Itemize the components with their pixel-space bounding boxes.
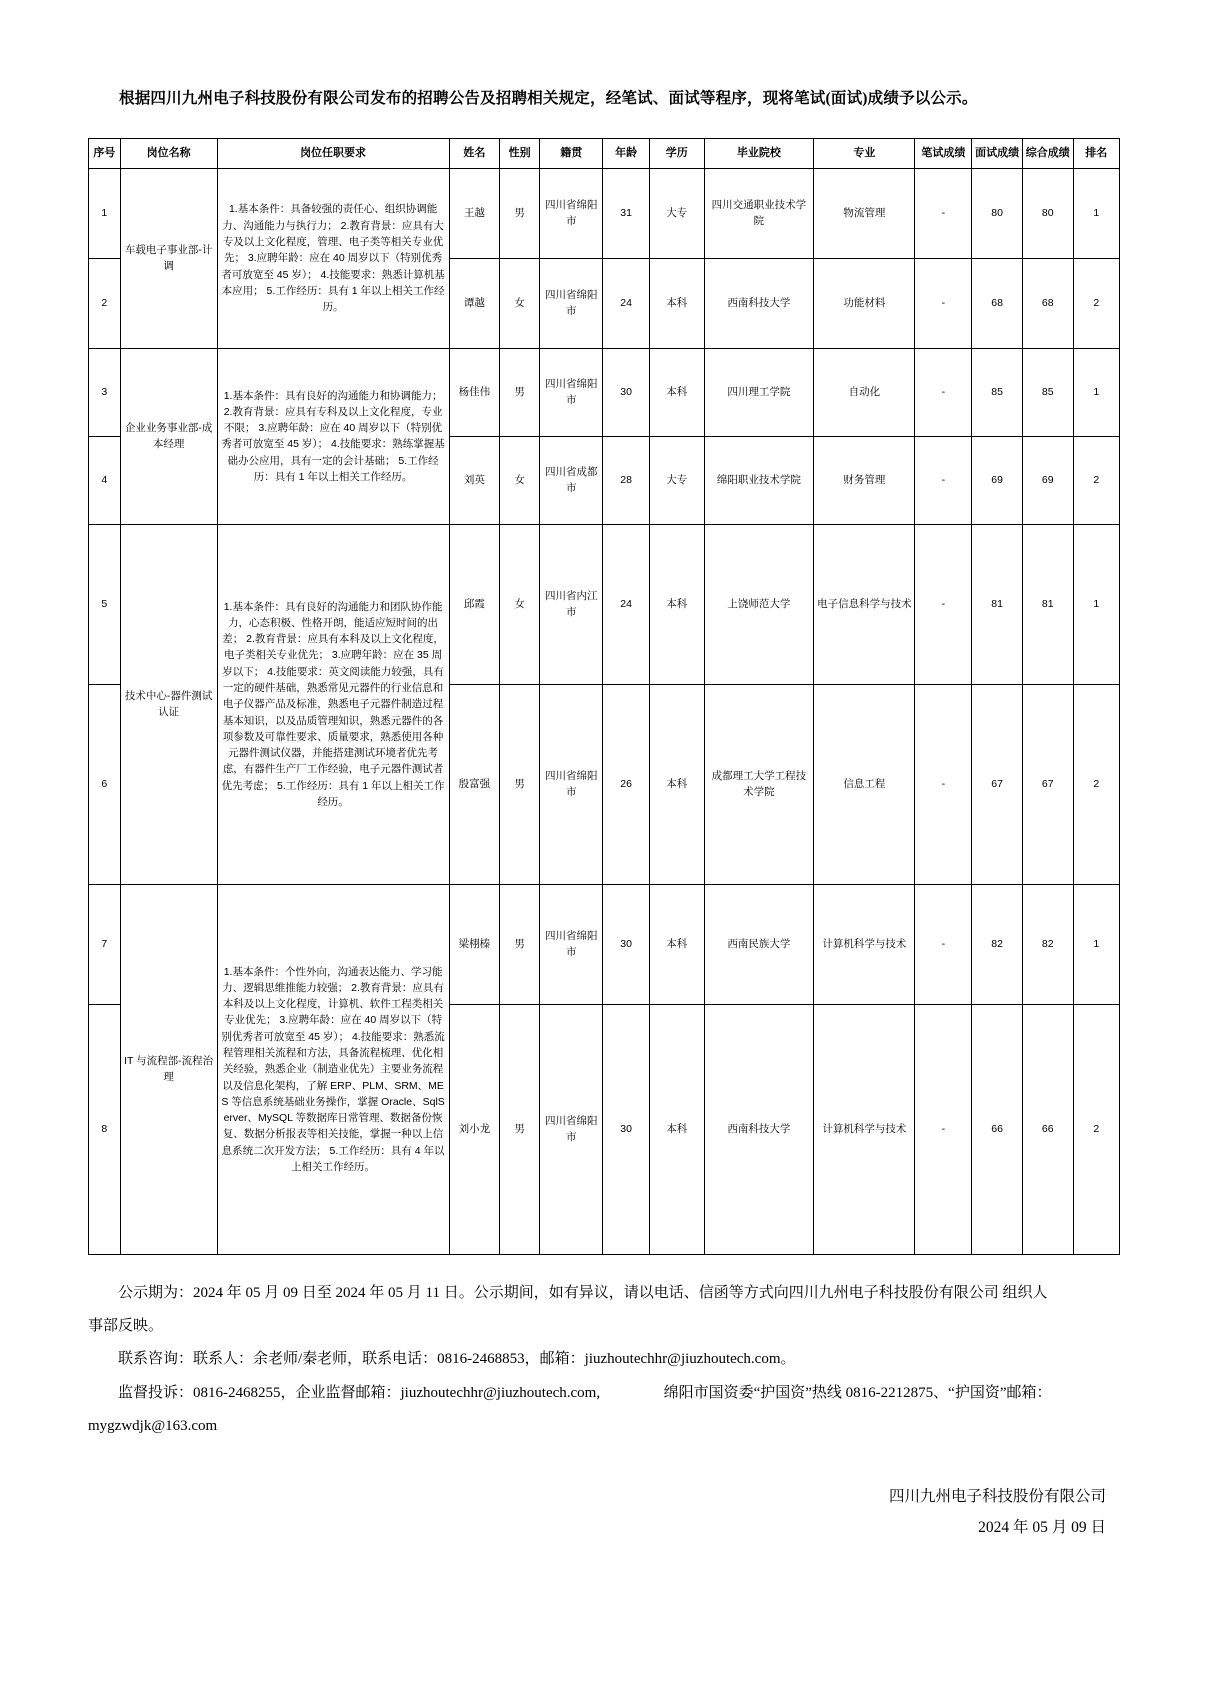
cell-edu: 大专	[649, 436, 704, 524]
cell-interview: 66	[972, 1004, 1023, 1254]
cell-dept: 车载电子事业部-计调	[120, 168, 217, 348]
cell-written: -	[915, 258, 972, 348]
cell-interview: 81	[972, 524, 1023, 684]
th-sex: 性别	[500, 138, 540, 168]
note-email: mygzwdjk@163.com	[88, 1417, 218, 1434]
cell-sex: 男	[500, 168, 540, 258]
cell-native: 四川省绵阳市	[540, 1004, 603, 1254]
cell-requirement: 1.基本条件：个性外向，沟通表达能力、学习能力、逻辑思维推能力较强； 2.教育背景：应具有本科及以上文化程度，计算机、软件工程类相关专业优先； 3.应聘年龄：应在 40 周岁以下（特别优秀者可放宽至 45 岁）； 4.技能要求：熟悉流程管理相关流程和方法，具备流程梳理、优化相关经验，熟悉企业（制造业优先）主要业务流程以及信息化架构，了解 ERP、PLM、SRM、MES 等信息系统基础业务操作，掌握 Oracle、SqlServer、MySQL 等数据库日常管理、数据备份恢复、数据分析报表等相关技能，掌握一种以上信息系统二次开发方法； 5.工作经历：具有 4 年以上相关工作经历。	[217, 884, 449, 1254]
th-no: 序号	[89, 138, 121, 168]
cell-written: -	[915, 684, 972, 884]
cell-requirement: 1.基本条件：具有良好的沟通能力和团队协作能力，心态积极、性格开朗，能适应短时间的出差； 2.教育背景：应具有本科及以上文化程度，电子类相关专业优先； 3.应聘年龄：应在 35 周岁以下； 4.技能要求：英文阅读能力较强，具有一定的硬件基础，熟悉常见元器件的行业信息和电子仪器产品及标准，熟悉电子元器件制造过程基本知识，以及品质管理知识，熟悉元器件的各项参数及可靠性要求、质量要求，熟悉使用各种元器件测试仪器，并能搭建测试环境者优先考虑，有器件生产厂工作经验，电子元器件测试者优先考虑； 5.工作经历：具有 1 年以上相关工作经历。	[217, 524, 449, 884]
th-total-score: 综合成绩	[1022, 138, 1073, 168]
cell-native: 四川省绵阳市	[540, 348, 603, 436]
cell-rank: 2	[1073, 684, 1119, 884]
cell-native: 四川省绵阳市	[540, 168, 603, 258]
th-requirement: 岗位任职要求	[217, 138, 449, 168]
cell-total: 69	[1022, 436, 1073, 524]
cell-age: 30	[603, 1004, 649, 1254]
th-dept: 岗位名称	[120, 138, 217, 168]
cell-native: 四川省绵阳市	[540, 684, 603, 884]
note-publicity-period: 公示期为：2024 年 05 月 09 日至 2024 年 05 月 11 日。公示期间，如有异议，请以电话、信函等方式向四川九州电子科技股份有限公司 组织人	[118, 1284, 1048, 1301]
cell-age: 28	[603, 436, 649, 524]
cell-total: 80	[1022, 168, 1073, 258]
cell-sex: 男	[500, 684, 540, 884]
signature-date: 2024 年 05 月 09 日	[978, 1519, 1106, 1537]
table-row	[89, 884, 1120, 1004]
cell-rank: 2	[1073, 258, 1119, 348]
cell-interview: 80	[972, 168, 1023, 258]
cell-native: 四川省成都市	[540, 436, 603, 524]
th-name: 姓名	[449, 138, 500, 168]
cell-dept: IT 与流程部-流程治理	[120, 884, 217, 1254]
cell-name: 刘小龙	[449, 1004, 500, 1254]
cell-major: 电子信息科学与技术	[814, 524, 915, 684]
intro-paragraph: 根据四川九州电子科技股份有限公司发布的招聘公告及招聘相关规定，经笔试、面试等程序，现将笔试(面试)成绩予以公示。	[119, 89, 978, 107]
cell-name: 杨佳伟	[449, 348, 500, 436]
cell-school: 上饶师范大学	[704, 524, 814, 684]
cell-written: -	[915, 348, 972, 436]
cell-age: 30	[603, 884, 649, 1004]
th-school: 毕业院校	[704, 138, 814, 168]
table-header-row	[89, 138, 1120, 168]
note-supervision-right: 绵阳市国资委“护国资”热线 0816-2212875、“护国资”邮箱：	[663, 1384, 1052, 1401]
cell-school: 成都理工大学工程技术学院	[704, 684, 814, 884]
th-written-score: 笔试成绩	[915, 138, 972, 168]
cell-no: 1	[89, 168, 121, 258]
signature-company: 四川九州电子科技股份有限公司	[888, 1488, 1106, 1506]
cell-rank: 2	[1073, 436, 1119, 524]
cell-no: 8	[89, 1004, 121, 1254]
results-table	[88, 138, 1120, 1255]
cell-interview: 69	[972, 436, 1023, 524]
cell-no: 2	[89, 258, 121, 348]
cell-name: 梁栩榛	[449, 884, 500, 1004]
th-native: 籍贯	[540, 138, 603, 168]
cell-rank: 1	[1073, 348, 1119, 436]
table-row	[89, 168, 1120, 258]
cell-total: 68	[1022, 258, 1073, 348]
notes-section	[88, 1279, 1120, 1441]
cell-name: 王越	[449, 168, 500, 258]
cell-no: 3	[89, 348, 121, 436]
cell-school: 西南科技大学	[704, 258, 814, 348]
cell-age: 31	[603, 168, 649, 258]
cell-major: 功能材料	[814, 258, 915, 348]
cell-school: 绵阳职业技术学院	[704, 436, 814, 524]
cell-major: 财务管理	[814, 436, 915, 524]
cell-edu: 大专	[649, 168, 704, 258]
cell-native: 四川省绵阳市	[540, 884, 603, 1004]
cell-no: 7	[89, 884, 121, 1004]
signature-block	[88, 1481, 1120, 1543]
cell-sex: 女	[500, 436, 540, 524]
th-rank: 排名	[1073, 138, 1119, 168]
note-contact: 联系咨询：联系人：余老师/秦老师，联系电话：0816-2468853，邮箱：jiuzhoutechhr@jiuzhoutech.com。	[118, 1351, 796, 1368]
cell-major: 信息工程	[814, 684, 915, 884]
cell-rank: 1	[1073, 884, 1119, 1004]
cell-total: 82	[1022, 884, 1073, 1004]
th-age: 年龄	[603, 138, 649, 168]
table-row	[89, 348, 1120, 436]
table-row	[89, 524, 1120, 684]
note-supervision-left: 监督投诉：0816-2468255，企业监督邮箱：jiuzhoutechhr@jiuzhoutech.com,	[118, 1384, 601, 1401]
th-edu: 学历	[649, 138, 704, 168]
cell-interview: 67	[972, 684, 1023, 884]
cell-school: 四川理工学院	[704, 348, 814, 436]
cell-interview: 85	[972, 348, 1023, 436]
cell-interview: 82	[972, 884, 1023, 1004]
cell-rank: 1	[1073, 168, 1119, 258]
th-major: 专业	[814, 138, 915, 168]
cell-dept: 企业业务事业部-成本经理	[120, 348, 217, 524]
cell-rank: 2	[1073, 1004, 1119, 1254]
cell-requirement: 1.基本条件：具备较强的责任心、组织协调能力、沟通能力与执行力； 2.教育背景：应具有大专及以上文化程度，管理、电子类等相关专业优先； 3.应聘年龄：应在 40 周岁以下（特别优秀者可放宽至 45 岁）； 4.技能要求：熟悉计算机基本应用； 5.工作经历：具有 1 年以上相关工作经历。	[217, 168, 449, 348]
cell-edu: 本科	[649, 884, 704, 1004]
cell-major: 计算机科学与技术	[814, 884, 915, 1004]
cell-written: -	[915, 436, 972, 524]
cell-name: 谭越	[449, 258, 500, 348]
cell-major: 物流管理	[814, 168, 915, 258]
cell-name: 殷富强	[449, 684, 500, 884]
cell-school: 西南科技大学	[704, 1004, 814, 1254]
cell-total: 66	[1022, 1004, 1073, 1254]
cell-age: 24	[603, 524, 649, 684]
cell-sex: 男	[500, 1004, 540, 1254]
cell-school: 西南民族大学	[704, 884, 814, 1004]
cell-edu: 本科	[649, 1004, 704, 1254]
cell-no: 4	[89, 436, 121, 524]
cell-age: 30	[603, 348, 649, 436]
cell-sex: 女	[500, 258, 540, 348]
note-publicity-period-cont: 事部反映。	[88, 1318, 164, 1335]
cell-sex: 男	[500, 348, 540, 436]
cell-requirement: 1.基本条件：具有良好的沟通能力和协调能力； 2.教育背景：应具有专科及以上文化程度，专业不限； 3.应聘年龄：应在 40 周岁以下（特别优秀者可放宽至 45 岁）； 4.技能要求：熟练掌握基础办公应用，具有一定的会计基础； 5.工作经历：具有 1 年以上相关工作经历。	[217, 348, 449, 524]
cell-written: -	[915, 884, 972, 1004]
cell-native: 四川省绵阳市	[540, 258, 603, 348]
cell-age: 26	[603, 684, 649, 884]
cell-school: 四川交通职业技术学院	[704, 168, 814, 258]
cell-name: 邱霞	[449, 524, 500, 684]
th-interview-score: 面试成绩	[972, 138, 1023, 168]
cell-total: 85	[1022, 348, 1073, 436]
cell-written: -	[915, 524, 972, 684]
cell-interview: 68	[972, 258, 1023, 348]
cell-sex: 男	[500, 884, 540, 1004]
cell-written: -	[915, 168, 972, 258]
cell-native: 四川省内江市	[540, 524, 603, 684]
cell-age: 24	[603, 258, 649, 348]
cell-no: 6	[89, 684, 121, 884]
cell-name: 刘英	[449, 436, 500, 524]
cell-edu: 本科	[649, 348, 704, 436]
cell-edu: 本科	[649, 524, 704, 684]
cell-edu: 本科	[649, 258, 704, 348]
cell-total: 81	[1022, 524, 1073, 684]
note-supervision	[88, 1379, 1120, 1408]
cell-major: 自动化	[814, 348, 915, 436]
cell-major: 计算机科学与技术	[814, 1004, 915, 1254]
cell-rank: 1	[1073, 524, 1119, 684]
cell-edu: 本科	[649, 684, 704, 884]
cell-total: 67	[1022, 684, 1073, 884]
cell-no: 5	[89, 524, 121, 684]
cell-dept: 技术中心-器件测试认证	[120, 524, 217, 884]
cell-sex: 女	[500, 524, 540, 684]
cell-written: -	[915, 1004, 972, 1254]
